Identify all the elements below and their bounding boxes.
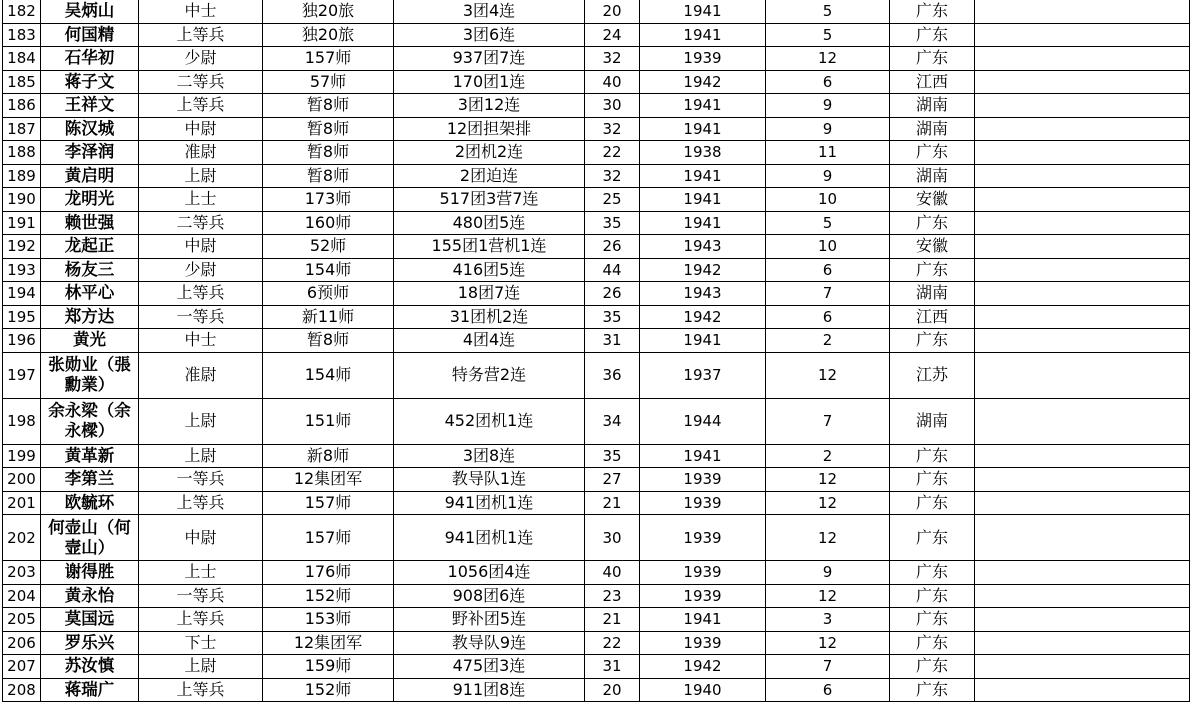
subunit-cell: 908团6连 xyxy=(394,584,585,608)
subunit-cell: 31团机2连 xyxy=(394,305,585,329)
table-row xyxy=(3,584,1190,608)
unit-cell: 151师 xyxy=(263,398,394,444)
name-cell: 苏汝慎 xyxy=(41,655,139,679)
name-cell: 何国精 xyxy=(41,23,139,47)
name-cell: 郑方达 xyxy=(41,305,139,329)
month-cell: 7 xyxy=(766,655,890,679)
rank-cell: 中尉 xyxy=(139,235,263,259)
table-row xyxy=(3,117,1190,141)
month-cell: 12 xyxy=(766,468,890,492)
year-cell: 1939 xyxy=(640,491,766,515)
unit-cell: 159师 xyxy=(263,655,394,679)
year-cell: 1941 xyxy=(640,329,766,353)
name-cell: 蒋子文 xyxy=(41,70,139,94)
unit-cell: 157师 xyxy=(263,515,394,561)
roster-table-body xyxy=(3,0,1190,702)
rank-cell: 上尉 xyxy=(139,655,263,679)
rank-cell: 上等兵 xyxy=(139,94,263,118)
year-cell: 1942 xyxy=(640,258,766,282)
year-cell: 1939 xyxy=(640,584,766,608)
row-number-cell: 184 xyxy=(3,47,41,71)
age-cell: 31 xyxy=(585,329,640,353)
month-cell: 5 xyxy=(766,23,890,47)
month-cell: 6 xyxy=(766,678,890,702)
name-cell: 黄永怡 xyxy=(41,584,139,608)
unit-cell: 57师 xyxy=(263,70,394,94)
table-row xyxy=(3,608,1190,632)
age-cell: 44 xyxy=(585,258,640,282)
province-cell: 广东 xyxy=(890,515,975,561)
rank-cell: 上尉 xyxy=(139,398,263,444)
note-cell xyxy=(975,329,1190,353)
age-cell: 32 xyxy=(585,117,640,141)
note-cell xyxy=(975,678,1190,702)
rank-cell: 中士 xyxy=(139,0,263,23)
name-cell: 黄革新 xyxy=(41,444,139,468)
rank-cell: 上等兵 xyxy=(139,23,263,47)
row-number-cell: 207 xyxy=(3,655,41,679)
age-cell: 21 xyxy=(585,491,640,515)
year-cell: 1937 xyxy=(640,352,766,398)
age-cell: 25 xyxy=(585,188,640,212)
province-cell: 安徽 xyxy=(890,235,975,259)
note-cell xyxy=(975,491,1190,515)
subunit-cell: 2团机2连 xyxy=(394,141,585,165)
province-cell: 广东 xyxy=(890,678,975,702)
table-row xyxy=(3,164,1190,188)
subunit-cell: 475团3连 xyxy=(394,655,585,679)
unit-cell: 152师 xyxy=(263,584,394,608)
province-cell: 广东 xyxy=(890,23,975,47)
unit-cell: 新11师 xyxy=(263,305,394,329)
subunit-cell: 941团机1连 xyxy=(394,491,585,515)
note-cell xyxy=(975,398,1190,444)
rank-cell: 准尉 xyxy=(139,352,263,398)
row-number-cell: 204 xyxy=(3,584,41,608)
year-cell: 1939 xyxy=(640,47,766,71)
year-cell: 1942 xyxy=(640,70,766,94)
row-number-cell: 196 xyxy=(3,329,41,353)
unit-cell: 176师 xyxy=(263,561,394,585)
row-number-cell: 198 xyxy=(3,398,41,444)
year-cell: 1941 xyxy=(640,188,766,212)
province-cell: 广东 xyxy=(890,468,975,492)
month-cell: 9 xyxy=(766,117,890,141)
name-cell: 张勋业（張勳業） xyxy=(41,352,139,398)
row-number-cell: 186 xyxy=(3,94,41,118)
province-cell: 广东 xyxy=(890,631,975,655)
rank-cell: 一等兵 xyxy=(139,468,263,492)
month-cell: 11 xyxy=(766,141,890,165)
subunit-cell: 941团机1连 xyxy=(394,515,585,561)
name-cell: 林平心 xyxy=(41,282,139,306)
unit-cell: 暂8师 xyxy=(263,329,394,353)
name-cell: 李第兰 xyxy=(41,468,139,492)
age-cell: 32 xyxy=(585,47,640,71)
name-cell: 余永梁（余永樑） xyxy=(41,398,139,444)
month-cell: 2 xyxy=(766,329,890,353)
province-cell: 湖南 xyxy=(890,164,975,188)
month-cell: 6 xyxy=(766,305,890,329)
month-cell: 9 xyxy=(766,164,890,188)
unit-cell: 暂8师 xyxy=(263,164,394,188)
name-cell: 谢得胜 xyxy=(41,561,139,585)
year-cell: 1942 xyxy=(640,655,766,679)
unit-cell: 新8师 xyxy=(263,444,394,468)
subunit-cell: 155团1营机1连 xyxy=(394,235,585,259)
year-cell: 1940 xyxy=(640,678,766,702)
note-cell xyxy=(975,561,1190,585)
unit-cell: 52师 xyxy=(263,235,394,259)
province-cell: 广东 xyxy=(890,561,975,585)
table-row xyxy=(3,94,1190,118)
row-number-cell: 205 xyxy=(3,608,41,632)
note-cell xyxy=(975,141,1190,165)
note-cell xyxy=(975,282,1190,306)
year-cell: 1941 xyxy=(640,164,766,188)
rank-cell: 上等兵 xyxy=(139,678,263,702)
row-number-cell: 192 xyxy=(3,235,41,259)
province-cell: 广东 xyxy=(890,608,975,632)
subunit-cell: 937团7连 xyxy=(394,47,585,71)
note-cell xyxy=(975,608,1190,632)
age-cell: 26 xyxy=(585,282,640,306)
rank-cell: 一等兵 xyxy=(139,305,263,329)
table-row xyxy=(3,444,1190,468)
year-cell: 1943 xyxy=(640,235,766,259)
table-row xyxy=(3,561,1190,585)
name-cell: 龙起正 xyxy=(41,235,139,259)
age-cell: 20 xyxy=(585,678,640,702)
table-row xyxy=(3,515,1190,561)
note-cell xyxy=(975,631,1190,655)
unit-cell: 157师 xyxy=(263,47,394,71)
rank-cell: 一等兵 xyxy=(139,584,263,608)
province-cell: 广东 xyxy=(890,491,975,515)
month-cell: 12 xyxy=(766,491,890,515)
province-cell: 广东 xyxy=(890,141,975,165)
rank-cell: 上等兵 xyxy=(139,491,263,515)
table-row xyxy=(3,329,1190,353)
unit-cell: 154师 xyxy=(263,352,394,398)
table-row xyxy=(3,141,1190,165)
subunit-cell: 517团3营7连 xyxy=(394,188,585,212)
age-cell: 32 xyxy=(585,164,640,188)
subunit-cell: 4团4连 xyxy=(394,329,585,353)
note-cell xyxy=(975,47,1190,71)
province-cell: 湖南 xyxy=(890,94,975,118)
month-cell: 12 xyxy=(766,584,890,608)
province-cell: 广东 xyxy=(890,258,975,282)
note-cell xyxy=(975,70,1190,94)
age-cell: 30 xyxy=(585,94,640,118)
note-cell xyxy=(975,468,1190,492)
year-cell: 1941 xyxy=(640,0,766,23)
rank-cell: 二等兵 xyxy=(139,211,263,235)
name-cell: 吴炳山 xyxy=(41,0,139,23)
month-cell: 12 xyxy=(766,515,890,561)
age-cell: 31 xyxy=(585,655,640,679)
age-cell: 40 xyxy=(585,70,640,94)
note-cell xyxy=(975,444,1190,468)
month-cell: 9 xyxy=(766,94,890,118)
row-number-cell: 191 xyxy=(3,211,41,235)
month-cell: 5 xyxy=(766,0,890,23)
province-cell: 广东 xyxy=(890,211,975,235)
note-cell xyxy=(975,164,1190,188)
month-cell: 7 xyxy=(766,282,890,306)
subunit-cell: 野补团5连 xyxy=(394,608,585,632)
rank-cell: 上尉 xyxy=(139,444,263,468)
age-cell: 20 xyxy=(585,0,640,23)
age-cell: 23 xyxy=(585,584,640,608)
name-cell: 石华初 xyxy=(41,47,139,71)
row-number-cell: 206 xyxy=(3,631,41,655)
province-cell: 湖南 xyxy=(890,282,975,306)
table-row xyxy=(3,655,1190,679)
note-cell xyxy=(975,211,1190,235)
province-cell: 广东 xyxy=(890,655,975,679)
row-number-cell: 195 xyxy=(3,305,41,329)
note-cell xyxy=(975,655,1190,679)
age-cell: 36 xyxy=(585,352,640,398)
age-cell: 22 xyxy=(585,631,640,655)
table-row xyxy=(3,0,1190,23)
unit-cell: 独20旅 xyxy=(263,23,394,47)
table-row xyxy=(3,631,1190,655)
year-cell: 1942 xyxy=(640,305,766,329)
note-cell xyxy=(975,188,1190,212)
subunit-cell: 2团迫连 xyxy=(394,164,585,188)
year-cell: 1941 xyxy=(640,23,766,47)
note-cell xyxy=(975,117,1190,141)
name-cell: 何壶山（何壸山） xyxy=(41,515,139,561)
note-cell xyxy=(975,235,1190,259)
unit-cell: 暂8师 xyxy=(263,141,394,165)
table-row xyxy=(3,398,1190,444)
table-row xyxy=(3,305,1190,329)
subunit-cell: 教导队1连 xyxy=(394,468,585,492)
unit-cell: 153师 xyxy=(263,608,394,632)
rank-cell: 中尉 xyxy=(139,117,263,141)
row-number-cell: 201 xyxy=(3,491,41,515)
row-number-cell: 185 xyxy=(3,70,41,94)
age-cell: 30 xyxy=(585,515,640,561)
note-cell xyxy=(975,352,1190,398)
month-cell: 9 xyxy=(766,561,890,585)
row-number-cell: 199 xyxy=(3,444,41,468)
row-number-cell: 194 xyxy=(3,282,41,306)
name-cell: 王祥文 xyxy=(41,94,139,118)
row-number-cell: 183 xyxy=(3,23,41,47)
table-row xyxy=(3,47,1190,71)
year-cell: 1938 xyxy=(640,141,766,165)
row-number-cell: 193 xyxy=(3,258,41,282)
subunit-cell: 1056团4连 xyxy=(394,561,585,585)
month-cell: 7 xyxy=(766,398,890,444)
year-cell: 1939 xyxy=(640,515,766,561)
month-cell: 5 xyxy=(766,211,890,235)
row-number-cell: 190 xyxy=(3,188,41,212)
subunit-cell: 170团1连 xyxy=(394,70,585,94)
name-cell: 莫国远 xyxy=(41,608,139,632)
subunit-cell: 特务营2连 xyxy=(394,352,585,398)
row-number-cell: 182 xyxy=(3,0,41,23)
age-cell: 21 xyxy=(585,608,640,632)
rank-cell: 二等兵 xyxy=(139,70,263,94)
age-cell: 24 xyxy=(585,23,640,47)
row-number-cell: 189 xyxy=(3,164,41,188)
table-row xyxy=(3,282,1190,306)
row-number-cell: 197 xyxy=(3,352,41,398)
unit-cell: 157师 xyxy=(263,491,394,515)
table-row xyxy=(3,70,1190,94)
age-cell: 22 xyxy=(585,141,640,165)
province-cell: 广东 xyxy=(890,0,975,23)
month-cell: 6 xyxy=(766,258,890,282)
table-row xyxy=(3,258,1190,282)
table-row xyxy=(3,678,1190,702)
month-cell: 10 xyxy=(766,235,890,259)
roster-table xyxy=(2,0,1190,702)
unit-cell: 173师 xyxy=(263,188,394,212)
rank-cell: 上等兵 xyxy=(139,282,263,306)
age-cell: 26 xyxy=(585,235,640,259)
province-cell: 湖南 xyxy=(890,398,975,444)
age-cell: 40 xyxy=(585,561,640,585)
year-cell: 1941 xyxy=(640,117,766,141)
note-cell xyxy=(975,0,1190,23)
province-cell: 江西 xyxy=(890,70,975,94)
month-cell: 3 xyxy=(766,608,890,632)
note-cell xyxy=(975,94,1190,118)
month-cell: 10 xyxy=(766,188,890,212)
unit-cell: 6预师 xyxy=(263,282,394,306)
row-number-cell: 188 xyxy=(3,141,41,165)
month-cell: 2 xyxy=(766,444,890,468)
month-cell: 12 xyxy=(766,352,890,398)
row-number-cell: 208 xyxy=(3,678,41,702)
name-cell: 黄启明 xyxy=(41,164,139,188)
year-cell: 1941 xyxy=(640,444,766,468)
age-cell: 35 xyxy=(585,305,640,329)
year-cell: 1939 xyxy=(640,631,766,655)
province-cell: 安徽 xyxy=(890,188,975,212)
rank-cell: 少尉 xyxy=(139,258,263,282)
unit-cell: 独20旅 xyxy=(263,0,394,23)
year-cell: 1941 xyxy=(640,94,766,118)
note-cell xyxy=(975,23,1190,47)
subunit-cell: 416团5连 xyxy=(394,258,585,282)
rank-cell: 上士 xyxy=(139,188,263,212)
province-cell: 江西 xyxy=(890,305,975,329)
note-cell xyxy=(975,584,1190,608)
year-cell: 1943 xyxy=(640,282,766,306)
age-cell: 27 xyxy=(585,468,640,492)
rank-cell: 上尉 xyxy=(139,164,263,188)
unit-cell: 152师 xyxy=(263,678,394,702)
note-cell xyxy=(975,515,1190,561)
row-number-cell: 187 xyxy=(3,117,41,141)
subunit-cell: 452团机1连 xyxy=(394,398,585,444)
name-cell: 罗乐兴 xyxy=(41,631,139,655)
subunit-cell: 911团8连 xyxy=(394,678,585,702)
table-row xyxy=(3,211,1190,235)
unit-cell: 暂8师 xyxy=(263,117,394,141)
province-cell: 广东 xyxy=(890,584,975,608)
row-number-cell: 202 xyxy=(3,515,41,561)
province-cell: 江苏 xyxy=(890,352,975,398)
name-cell: 李泽润 xyxy=(41,141,139,165)
province-cell: 广东 xyxy=(890,444,975,468)
subunit-cell: 3团4连 xyxy=(394,0,585,23)
year-cell: 1939 xyxy=(640,561,766,585)
rank-cell: 中士 xyxy=(139,329,263,353)
month-cell: 12 xyxy=(766,631,890,655)
rank-cell: 准尉 xyxy=(139,141,263,165)
subunit-cell: 18团7连 xyxy=(394,282,585,306)
age-cell: 35 xyxy=(585,211,640,235)
name-cell: 杨友三 xyxy=(41,258,139,282)
province-cell: 广东 xyxy=(890,47,975,71)
unit-cell: 12集团军 xyxy=(263,468,394,492)
name-cell: 龙明光 xyxy=(41,188,139,212)
subunit-cell: 3团12连 xyxy=(394,94,585,118)
note-cell xyxy=(975,305,1190,329)
row-number-cell: 200 xyxy=(3,468,41,492)
rank-cell: 上士 xyxy=(139,561,263,585)
province-cell: 广东 xyxy=(890,329,975,353)
rank-cell: 少尉 xyxy=(139,47,263,71)
row-number-cell: 203 xyxy=(3,561,41,585)
unit-cell: 154师 xyxy=(263,258,394,282)
name-cell: 赖世强 xyxy=(41,211,139,235)
name-cell: 陈汉城 xyxy=(41,117,139,141)
month-cell: 6 xyxy=(766,70,890,94)
unit-cell: 暂8师 xyxy=(263,94,394,118)
subunit-cell: 12团担架排 xyxy=(394,117,585,141)
year-cell: 1941 xyxy=(640,211,766,235)
table-row xyxy=(3,235,1190,259)
province-cell: 湖南 xyxy=(890,117,975,141)
year-cell: 1941 xyxy=(640,608,766,632)
subunit-cell: 教导队9连 xyxy=(394,631,585,655)
age-cell: 34 xyxy=(585,398,640,444)
year-cell: 1939 xyxy=(640,468,766,492)
unit-cell: 12集团军 xyxy=(263,631,394,655)
rank-cell: 下士 xyxy=(139,631,263,655)
name-cell: 蒋瑞广 xyxy=(41,678,139,702)
name-cell: 黄光 xyxy=(41,329,139,353)
month-cell: 12 xyxy=(766,47,890,71)
rank-cell: 中尉 xyxy=(139,515,263,561)
table-row xyxy=(3,468,1190,492)
table-row xyxy=(3,491,1190,515)
note-cell xyxy=(975,258,1190,282)
table-row xyxy=(3,352,1190,398)
subunit-cell: 3团8连 xyxy=(394,444,585,468)
subunit-cell: 480团5连 xyxy=(394,211,585,235)
subunit-cell: 3团6连 xyxy=(394,23,585,47)
table-row xyxy=(3,23,1190,47)
rank-cell: 上等兵 xyxy=(139,608,263,632)
unit-cell: 160师 xyxy=(263,211,394,235)
table-row xyxy=(3,188,1190,212)
name-cell: 欧毓环 xyxy=(41,491,139,515)
age-cell: 35 xyxy=(585,444,640,468)
year-cell: 1944 xyxy=(640,398,766,444)
